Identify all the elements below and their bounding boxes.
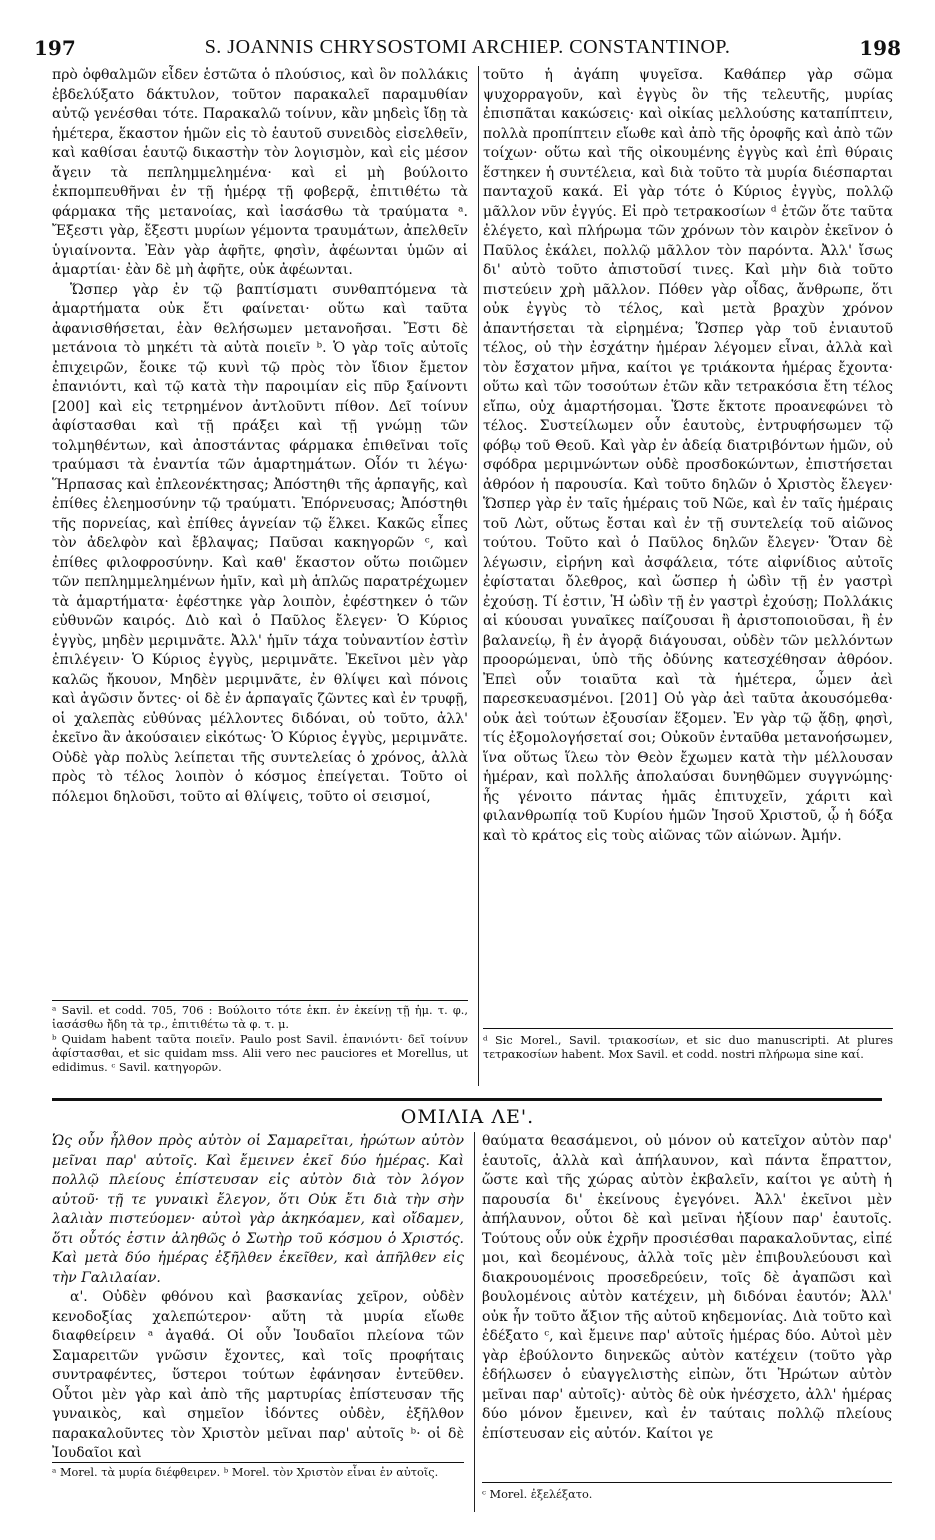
footnote: ᵇ Quidam habent ταῦτα ποιεῖν. Paulo post Savil. ἐπανιόντι· δεῖ τοίνυν ἀφίστασθαι, et sic quidam mss. Alii vero nec pauciores et Morellus, ut edidimus. ᶜ Savil. κατηγορῶν.	[52, 1033, 468, 1074]
paragraph: πρὸ ὀφθαλμῶν εἶδεν ἑστῶτα ὁ πλούσιος, καὶ ὃν πολλάκις ἐβδελύξατο δάκτυλον, τοῦτον παρακαλεῖ παραμυθίαν αὐτῷ γενέσθαι τότε. Παρακαλῶ τοίνυν, κἂν μηδεὶς ἴδῃ τὰ ἡμέτερα, ἕκαστον ἡμῶν εἰς τὸ ἑαυτοῦ συνειδὸς εἰσελθεῖν, καὶ καθίσαι ἑαυτῷ δικαστὴν τὸν λογισμὸν, καὶ εἰς μέσον ἄγειν τὰ πεπλημμελημένα· καὶ εἰ μὴ βούλοιτο ἐκπομπευθῆναι ἐν τῇ ἡμέρᾳ τῇ φοβερᾷ, ἐπιτιθέτω τὰ φάρμακα τῆς μετανοίας, καὶ ἰασάσθω τὰ τραύματα ᵃ. Ἔξεστι γὰρ, ἔξεστι μυρίων γέμοντα τραυμάτων, ἀπελθεῖν ὑγιαίνοντα. Ἐὰν γὰρ ἀφῆτε, φησὶν, ἀφέωνται ὑμῶν αἱ ἁμαρτίαι· ἐὰν δὲ μὴ ἀφῆτε, οὐκ ἀφέωνται.	[52, 67, 468, 278]
paragraph: Ὥσπερ γὰρ ἐν τῷ βαπτίσματι συνθαπτόμενα τὰ ἁμαρτήματα οὐκ ἔτι φαίνεται· οὕτω καὶ ταῦτα ἀφανισθήσεται, ἐὰν θελήσωμεν μετανοῆσαι. Ἔστι δὲ μετάνοια τὸ μηκέτι τὰ αὐτὰ ποιεῖν ᵇ. Ὁ γὰρ τοῖς αὐτοῖς ἐπιχειρῶν, ἔοικε τῷ κυνὶ τῷ πρὸς τὸν ἴδιον ἔμετον ἐπανιόντι, καὶ τῷ κατὰ τὴν παροιμίαν εἰς πῦρ ξαίνοντι [200] καὶ εἰς τετρημένον ἀντλοῦντι πίθον. Δεῖ τοίνυν ἀφίστασθαι καὶ τῇ πράξει καὶ τῇ γνώμῃ τῶν τολμηθέντων, καὶ ἀποστάντας φάρμακα ἐπιθεῖναι τοῖς τραύμασι τὰ ἐναντία τῶν ἁμαρτημάτων. Οἷόν τι λέγω· Ἥρπασας καὶ ἐπλεονέκτησας; Ἀπόστηθι τῆς ἁρπαγῆς, καὶ ἐπίθες ἐλεημοσύνην τῷ τραύματι. Ἐπόρνευσας; Ἀπόστηθι τῆς πορνείας, καὶ ἐπίθες ἁγνείαν τῷ ἕλκει. Κακῶς εἶπες τὸν ἀδελφὸν καὶ ἔβλαψας; Παῦσαι κακηγορῶν ᶜ, καὶ ἐπίθες φιλοφροσύνην. Καὶ καθ' ἕκαστον οὕτω ποιῶμεν τῶν πεπλημμελημένων ἡμῖν, καὶ μὴ ἁπλῶς παρατρέχωμεν τὰ ἁμαρτήματα· ἐφέστηκε γὰρ λοιπὸν, ἐφέστηκεν ὁ τῶν εὐθυνῶν καιρός. Διὸ καὶ ὁ Παῦλος ἔλεγεν· Ὁ Κύριος ἐγγὺς, μηδὲν μεριμνᾶτε. Ἀλλ' ἡμῖν τάχα τοὐναντίον ἐστὶν ἐπιλέγειν· Ὁ Κύριος ἐγγὺς, μεριμνᾶτε. Ἐκεῖνοι μὲν γὰρ καλῶς ἤκουον, Μηδὲν μεριμνᾶτε, ἐν θλίψει καὶ πόνοις καὶ ἀγῶσιν ὄντες· οἱ δὲ ἐν ἁρπαγαῖς ζῶντες καὶ ἐν τρυφῇ, οἱ χαλεπὰς εὐθύνας μέλλοντες διδόναι, οὐ τοῦτο, ἀλλ' ἐκεῖνο ἂν ἀκούσαιεν εἰκότως· Ὁ Κύριος ἐγγὺς, μεριμνᾶτε. Οὐδὲ γὰρ πολὺς λείπεται τῆς συντελείας ὁ χρόνος, ἀλλὰ πρὸς τὸ τέλος λοιπὸν ὁ κόσμος ἐπείγεται. Τοῦτο οἱ πόλεμοι δηλοῦσι, τοῦτο αἱ θλίψεις, τοῦτο οἱ σεισμοί,	[52, 281, 468, 805]
footnote: ᵃ Morel. τὰ μυρία διέφθειρεν. ᵇ Morel. τὸν Χριστὸν εἶναι ἐν αὐτοῖς.	[52, 1466, 439, 1479]
top-left-footnotes	[52, 1004, 468, 1076]
bottom-right-column	[482, 1132, 892, 1444]
footnote: ᵈ Sic Morel., Savil. τριακοσίων, et sic duo manuscripti. At plures τετρακοσίων habent. Mox Savil. et codd. nostri πλήρωμα sine καί.	[483, 1034, 893, 1061]
bottom-left-footnotes	[52, 1466, 464, 1481]
page-number-left: 197	[34, 36, 76, 60]
footnote-rule	[52, 1000, 468, 1001]
homily-intro-verse: Ὡς οὖν ἦλθον πρὸς αὐτὸν οἱ Σαμαρεῖται, ἠρώτων αὐτὸν μεῖναι παρ' αὐτοῖς. Καὶ ἔμεινεν ἐκεῖ δύο ἡμέρας. Καὶ πολλῷ πλείους ἐπίστευσαν εἰς αὐτὸν διὰ τὸν λόγον αὐτοῦ· τῇ τε γυναικὶ ἔλεγον, ὅτι Οὐκ ἔτι διὰ τὴν σὴν λαλιὰν πιστεύομεν· αὐτοὶ γὰρ ἀκηκόαμεν, καὶ οἴδαμεν, ὅτι οὗτός ἐστιν ἀληθῶς ὁ Σωτὴρ τοῦ κόσμου ὁ Χριστός. Καὶ μετὰ δύο ἡμέρας ἐξῆλθεν ἐκεῖθεν, καὶ ἀπῆλθεν εἰς τὴν Γαλιλαίαν.	[52, 1133, 464, 1286]
top-right-footnotes	[483, 1034, 893, 1063]
column-divider	[478, 66, 479, 1086]
paragraph: τοῦτο ἡ ἀγάπη ψυγεῖσα. Καθάπερ γὰρ σῶμα ψυχορραγοῦν, καὶ ἐγγὺς ὂν τῆς τελευτῆς, μυρίας ἐπισπᾶται κακώσεις· καὶ οἰκίας μελλούσης καταπίπτειν, πολλὰ προπίπτειν εἴωθε καὶ ἀπὸ τῆς ὀροφῆς καὶ ἀπὸ τῶν τοίχων· οὕτω καὶ τῆς οἰκουμένης ἐγγὺς καὶ ἐπὶ θύραις ἕστηκεν ἡ συντέλεια, καὶ διὰ τοῦτο τὰ μυρία διέσπαρται πανταχοῦ κακά. Εἰ γὰρ τότε ὁ Κύριος ἐγγὺς, πολλῷ μᾶλλον νῦν ἐγγύς. Εἰ πρὸ τετρακοσίων ᵈ ἐτῶν ὅτε ταῦτα ἐλέγετο, καὶ πλήρωμα τῶν χρόνων τὸν καιρὸν ἐκεῖνον ὁ Παῦλος ἐκάλει, πολλῷ μᾶλλον τὸν παρόντα. Ἀλλ' ἴσως δι' αὐτὸ τοῦτο ἀπιστοῦσί τινες. Καὶ μὴν διὰ τοῦτο πιστεύειν χρὴ μᾶλλον. Πόθεν γὰρ οἶδας, ἄνθρωπε, ὅτι οὐκ ἐγγὺς τὸ τέλος, καὶ μετὰ βραχὺν χρόνον ἀπαντήσεται τὰ εἰρημένα; Ὥσπερ γὰρ τοῦ ἐνιαυτοῦ τέλος, οὐ τὴν ἐσχάτην ἡμέραν λέγομεν εἶναι, ἀλλὰ καὶ τὸν ἔσχατον μῆνα, καίτοι γε τριάκοντα ἡμέρας ἔχοντα· οὕτω καὶ τῶν τοσούτων ἐτῶν κἂν τετρακόσια ἔτη τέλος εἴπω, οὐχ ἁμαρτήσομαι. Ὥστε ἔκτοτε προανεφώνει τὸ τέλος. Συστείλωμεν οὖν ἑαυτοὺς, ἐντρυφήσωμεν τῷ φόβῳ τοῦ Θεοῦ. Καὶ γὰρ ἐν ἀδείᾳ διατριβόντων ἡμῶν, οὐ σφόδρα μεριμνώντων οὐδὲ προσδοκώντων, ἐπιστήσεται ἀθρόον ἡ παρουσία. Καὶ τοῦτο δηλῶν ὁ Χριστὸς ἔλεγεν· Ὥσπερ γὰρ ἐν ταῖς ἡμέραις τοῦ Νῶε, καὶ ἐν ταῖς ἡμέραις τοῦ Λὼτ, οὕτως ἔσται καὶ ἐν τῇ συντελείᾳ τοῦ αἰῶνος τούτου. Τοῦτο καὶ ὁ Παῦλος δηλῶν ἔλεγεν· Ὅταν δὲ λέγωσιν, εἰρήνη καὶ ἀσφάλεια, τότε αἰφνίδιος αὐτοῖς ἐφίσταται ὄλεθρος, καὶ ὥσπερ ἡ ὠδὶν τῇ ἐν γαστρὶ ἐχούσῃ. Τί ἐστιν, Ἡ ὠδὶν τῇ ἐν γαστρὶ ἐχούσῃ; Πολλάκις αἱ κύουσαι γυναῖκες παίζουσαι ἢ ἀριστοποιοῦσαι, ἢ ἐν βαλανείῳ, ἢ ἐν ἀγορᾷ διάγουσαι, οὐδὲν τῶν μελλόντων προορώμεναι, ὑπὸ τῆς ὀδύνης κατεσχέθησαν ἀθρόον. Ἐπεὶ οὖν τοιαῦτα καὶ τὰ ἡμέτερα, ὦμεν ἀεὶ παρεσκευασμένοι. [201] Οὐ γὰρ ἀεὶ ταῦτα ἀκουσόμεθα· οὐκ ἀεὶ τούτων ἐξουσίαν ἕξομεν. Ἐν γὰρ τῷ ᾅδῃ, φησὶ, τίς ἐξομολογήσεταί σοι; Οὐκοῦν ἐνταῦθα μετανοήσωμεν, ἵνα οὕτως ἵλεω τὸν Θεὸν ἔχωμεν κατὰ τὴν μέλλουσαν ἡμέραν, καὶ πολλῆς ἀπολαύσαι δυνηθῶμεν συγγνώμης· ἧς γένοιτο πάντας ἡμᾶς ἐπιτυχεῖν, χάριτι καὶ φιλανθρωπίᾳ τοῦ Κυρίου ἡμῶν Ἰησοῦ Χριστοῦ, ᾧ ἡ δόξα καὶ τὸ κράτος εἰς τοὺς αἰῶνας τῶν αἰώνων. Ἀμήν.	[483, 67, 893, 844]
footnote: ᵃ Savil. et codd. 705, 706 : Βούλοιτο τότε ἐκπ. ἐν ἐκείνῃ τῇ ἡμ. τ. φ., ἰασάσθω ἤδη τὰ τρ., ἐπιτιθέτω τὰ φ. τ. μ.	[52, 1004, 468, 1031]
running-header	[30, 36, 905, 60]
footnote: ᶜ Morel. ἐξελέξατο.	[482, 1488, 593, 1501]
footnote-rule	[482, 1482, 892, 1483]
section-rule	[52, 1098, 882, 1101]
top-right-column	[483, 66, 893, 846]
paragraph: θαύματα θεασάμενοι, οὐ μόνον οὐ κατεῖχον αὐτὸν παρ' ἑαυτοῖς, ἀλλὰ καὶ ἀπήλαυνον, καὶ πάντα ἔπραττον, ὥστε καὶ τῆς χώρας αὐτὸν ἐκβαλεῖν, καίτοι γε αὐτὴ ἡ παρουσία δι' ἐκείνους ἐγεγόνει. Ἀλλ' ἐκεῖνοι μὲν ἀπήλαυνον, οὗτοι δὲ καὶ μεῖναι ἠξίουν παρ' ἑαυτοῖς. Τούτους οὖν οὐκ ἐχρῆν προσιέσθαι παρακαλοῦντας, εἰπέ μοι, καὶ δεομένους, ἀλλὰ τοῖς μὲν ἐπιβουλεύουσι καὶ διακρουομένοις προσεδρεύειν, τοῖς δὲ ἀγαπῶσι καὶ βουλομένοις αὐτὸν κατέχειν, μὴ διδόναι ἑαυτόν; Ἀλλ' οὐκ ἦν τοῦτο ἄξιον τῆς αὐτοῦ κηδεμονίας. Διὰ τοῦτο καὶ ἐδέξατο ᶜ, καὶ ἔμεινε παρ' αὐτοῖς ἡμέρας δύο. Αὐτοὶ μὲν γὰρ ἐβούλοντο διηνεκῶς αὐτὸν κατέχειν (τοῦτο γὰρ ἐδήλωσεν ὁ εὐαγγελιστὴς εἰπὼν, ὅτι Ἠρώτων αὐτὸν μεῖναι παρ' αὐτοῖς)· αὐτὸς δὲ οὐκ ἠνέσχετο, ἀλλ' ἡμέρας δύο μόνον ἔμεινεν, καὶ ἐν ταύταις πολλῷ πλείους ἐπίστευσαν εἰς αὐτόν. Καίτοι γε	[482, 1133, 892, 1442]
page-number-right: 198	[859, 36, 901, 60]
top-left-column	[52, 66, 468, 807]
homily-title: ΟΜΙΛΙΑ ΛΕ'.	[400, 1106, 535, 1128]
footnote-rule	[483, 1028, 893, 1029]
footnote-rule	[52, 1462, 464, 1463]
bottom-left-column	[52, 1132, 464, 1464]
paragraph: α'. Οὐδὲν φθόνου καὶ βασκανίας χεῖρον, οὐδὲν κενοδοξίας χαλεπώτερον· αὕτη τὰ μυρία εἴωθε διαφθείρειν ᵃ ἀγαθά. Οἱ οὖν Ἰουδαῖοι πλείονα τῶν Σαμαρειτῶν γνῶσιν ἔχοντες, καὶ τοῖς προφήταις συντραφέντες, ὕστεροι τούτων ἐφάνησαν ἐντεῦθεν. Οὗτοι μὲν γὰρ καὶ ἀπὸ τῆς μαρτυρίας ἐπίστευσαν τῆς γυναικὸς, καὶ σημεῖον ἰδόντες οὐδὲν, ἐξῆλθον παρακαλοῦντες τὸν Χριστὸν μεῖναι παρ' αὐτοῖς ᵇ· οἱ δὲ Ἰουδαῖοι καὶ	[52, 1289, 464, 1461]
running-title: S. JOANNIS CHRYSOSTOMI ARCHIEP. CONSTANTINOP.	[204, 36, 731, 58]
column-divider	[474, 1132, 475, 1512]
bottom-right-footnotes	[482, 1488, 892, 1503]
